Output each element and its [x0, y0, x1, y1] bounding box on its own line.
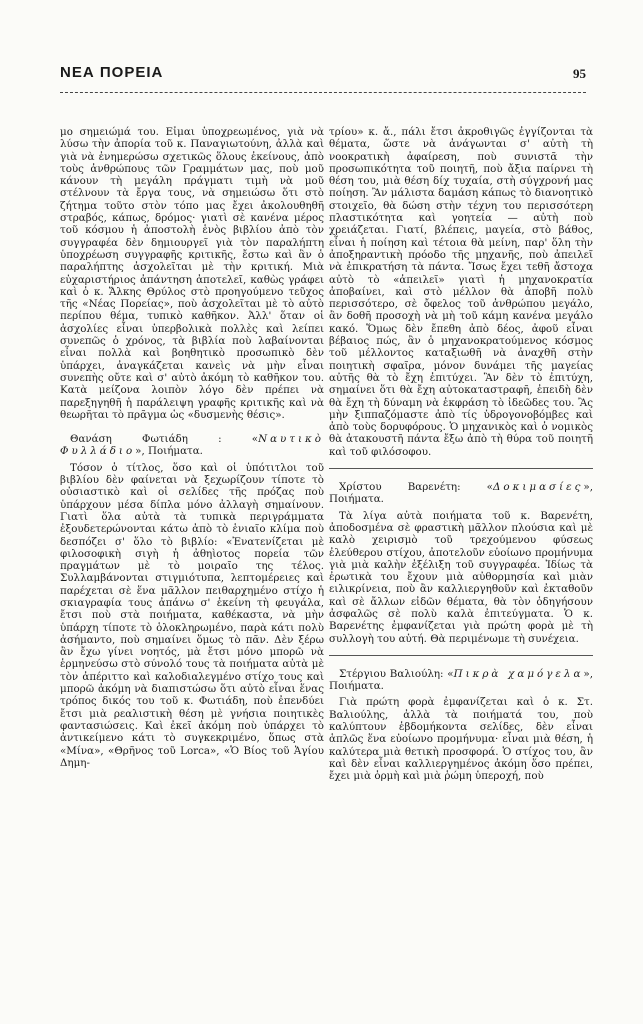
review-heading-fotiadi: [60, 433, 324, 458]
review-heading-valioulis: [329, 668, 593, 693]
review-author: Χρίστου Βαρενέτη: «: [339, 481, 493, 494]
review-body-fotiadi: Τόσον ὁ τίτλος, ὅσο καὶ οἱ ὑπότιτλοι τοῦ βιβλίου δὲν φαίνεται νὰ ξεχωρίζουν τίποτε τὸ οὐσιαστικὸ καὶ οἱ σελίδες τῆς πρόζας ποὺ ὑπάρχουν μέσα δίπλα μόνο ἀλλαγὴ σημαίνουν. Γιατὶ ὅλα αὐτὰ τὰ τυπικὰ περιγράμματα ἐξουδετερώνονται κάτω ἀπὸ τὸ ἑνιαῖο κλίμα ποὺ δεσπόζει σ' ὅλο τὸ βιβλίο: «Ἐνατενίζεται μὲ φιλοσοφικὴ σιγὴ ἡ ἀθηὶοτος πορεία τῶν πραγμάτων μὲ τὸ μοιραῖο της τέλος. Συλλαμβάνονται στιγμιότυπα, λεπτομέρειες καὶ παρέχεται σὲ ἕνα μᾶλλον πειθαρχημένο στίχο ἡ σκιαγραφία τους ἀπάνω σ' ἐκείνη τὴ φευγάλα, ἔτσι ποὺ στὰ ποιήματα, καθέκαστα, νὰ μὴν ὑπάρχη τίποτε τὸ ὁλοκληρωμένο, παρὰ κάτι πολὺ ἀσήμαντο, ποὺ σημαίνει ὅμως τὸ πᾶν. Δὲν ξέρω ἂν ἔχω γίνει νοητός, μὰ ἔτσι μόνο μπορῶ νὰ ἑρμηνεύσω στὸ σύνολό τους τὰ ποιήματα αὐτὰ μὲ τὸν ἀπέριττο καὶ καλοδιαλεγμένο στίχο τους καὶ μπορῶ ἀκόμη νὰ διαπιστώσω ὅτι αὐτὸ εἶναι ἕνας τρόπος δικός του τοῦ κ. Φωτιάδη, ποὺ ἐπενδύει ἔτσι μιὰ ρεαλιστικὴ θέση μὲ γνήσια ποιητικὲς φαντασιώσεις. Καὶ ἐκεῖ ἀκόμη ποὺ ὑπάρχει τὸ ἀντικείμενο κάτι τὸ συγκεκριμένο, ὅπως στὰ «Μίνα», «Θρῆνος τοῦ Lorca», «Ὁ Βίος τοῦ Ἁγίου Δημη-: [60, 461, 324, 769]
journal-title: ΝΕΑ ΠΟΡΕΙΑ: [60, 64, 164, 81]
right-continuation-text: τρίου» κ. ἄ., πάλι ἔτσι ἀκροθιγῶς ἐγγίζονται τὰ θέματα, ὥστε νὰ ἀνάγωνται σ' αὐτὴ τὴ νοοκρατικὴ ἀφαίρεση, ποὺ συνιστᾶ τὴν προσωπικότητα τοῦ ποιητῆ, ποὺ ἄξια παίρνει τὴ θέση του, μιὰ θέση δίχ τυχαία, στὴ σύγχρονή μας ποίηση. Ἂν μάλιστα δαμάση κάπως τὸ διανοητικὸ στοιχεῖο, θὰ δώση στὴν τέχνη του περισσότερη πλαστικότητα καὶ γοητεία — αὐτὴ ποὺ χρειάζεται. Γιατί, βλέπεις, μαγεία, στὸ βάθος, εἶναι ἡ ποίηση καὶ τέτοια θὰ μείνη, παρ' ὅλη τὴν ἀποξηραντικὴ πρόοδο τῆς μηχανῆς, ποὺ ἀπειλεῖ νὰ ἐπικρατήση τὰ πάντα. Ἴσως ἔχει τεθῆ ἄστοχα αὐτὸ τὸ «ἀπειλεῖ» γιατὶ ἡ μηχανοκρατία ἀποβαίνει, καὶ στὸ μέλλον θὰ ἀποβῆ πολὺ περισσότερο, σὲ ὄφελος τοῦ ἀνθρώπου μεγάλο, ἂν δοθῆ προσοχὴ νὰ μὴ τοῦ κάμη κανένα μεγάλο κακό. Ὅμως δὲν ἔπεθη ἀπὸ δέος, ἀφοῦ εἶναι βέβαιος πώς, ἂν ὁ μηχανοκρατούμενος κόσμος τοῦ μέλλοντος καταξιωθῆ νὰ ἀναχθῆ στὴν ποιητικὴ σφαῖρα, μόνον δυνάμει τῆς μαγείας αὐτῆς θὰ τὸ ἔχη ἐπιτύχει. Ἂν δὲν τὸ ἐπιτύχη, σημαίνει ὅτι θὰ ἔχη αὐτοκαταστραφῆ, ἐπειδὴ δὲν θὰ ἔχη τὴ δύναμη νὰ ἐκφράση τὸ ἰδεῶδες του. Ἂς μὴν ξιππαζόμαστε ἀπὸ τίς ὑδρογονοβόμβες καὶ ἀπὸ τοὺς δορυφόρους. Ὁ μηχανικὸς καὶ ὁ νομικὸς θὰ ἀτακουστῆ πάντα ἔξω ἀπὸ τὴ θύρα τοῦ ποιητῆ καὶ τοῦ φιλόσοφου.: [329, 126, 593, 458]
left-continuation-text: μο σημειώμά του. Εἶμαι ὑποχρεωμένος, γιὰ νὰ λύσω τὴν ἀπορία τοῦ κ. Παναγιωτούνη, ἀλλὰ καὶ γιὰ νὰ ἐνημερώσω σχετικῶς ὅλους ἐκείνους, ἀπὸ τοὺς ἀνθρώπους τῶν Γραμμάτων μας, ποὺ μοῦ κάνουν τὴ μεγάλη πράγματι τιμὴ νὰ μοῦ στέλνουν τὰ ἔργα τους, νὰ σημειώσω ὅτι στὸ ζήτημα τοῦτο στὸν τόπο μας ἔχει ἀκολουθηθῆ στραβός, κάπως, δρόμος· γιατὶ σὲ κανένα μέρος τοῦ κόσμου ἡ ἀποστολὴ ἑνὸς βιβλίου ἀπὸ τὸν συγγραφέα δὲν δημιουργεῖ γιὰ τὸν παραλήπτη ὑποχρέωση συγγραφῆς κριτικῆς, ἔστω καὶ ἂν ὁ παραλήπτης ἀσχολεῖται μὲ τὴν κριτική. Μιὰ εὐχαριστήριος ἀπάντηση ἀποτελεῖ, καθὼς γράφει καὶ ὁ κ. Ἄλκης Θρύλος στὸ προηγούμενο τεῦχος τῆς «Νέας Πορείας», ποὺ ἀσχολεῖται μὲ τὸ αὐτὸ περίπου θέμα, τυπικὸ καθῆκον. Ἀλλ' ὅταν οἱ ἀσχολίες εἶναι ὑπερβολικὰ πολλὲς καὶ λείπει συνεπῶς ὁ χρόνος, τὰ βιβλία ποὺ λαβαίνονται εἶναι πολλὰ καὶ βοηθητικὸ προσωπικὸ δὲν ὑπάρχει, ἀναγκάζεται κανεὶς νὰ μὴν εἶναι συνεπὴς οὔτε καὶ σ' αὐτὸ ἀκόμη τὸ καθῆκον του. Κατὰ μείζονα λοιπὸν λόγο δὲν πρέπει νὰ παρεξηγηθῆ ἡ παράλειψη γραφῆς κριτικῆς καὶ νὰ θεωρῆται τὸ πρᾶγμα ὡς «δυσμενὴς θέσις».: [60, 126, 324, 421]
review-body-varenetis: Τὰ λίγα αὐτὰ ποιήματα τοῦ κ. Βαρενέτη, ἀποδοσμένα σὲ φραστικὴ μᾶλλον πλούσια καὶ μὲ καλὸ χειρισμὸ τοῦ τρεχούμενου φύσεως ἐλεύθερου στίχου, ἀποτελοῦν εὐοίωνο προμήνυμα γιὰ μιὰ καλὴν ἐξέλιξη τοῦ συγγραφέα. Ἰδίως τὰ ἐρωτικὰ του ἔχουν μιὰ αὐθορμησία καὶ μιὰν ειλικρίνεια, ποὺ ἂν καλλιεργηθοῦν καὶ ἐκταθοῦν καὶ σὲ ἄλλων εἰδῶν θέματα, θὰ τὸν ὁδηγήσουν ἀσφαλῶς σὲ πολὺ καλὰ ἐπιτεύγματα. Ὁ κ. Βαρενέτης ἐμφανίζεται γιὰ πρώτη φορὰ μὲ τὴ συλλογὴ του αὐτή. Θὰ περιμένωμε τὴ συνέχεια.: [329, 509, 593, 645]
review-suffix: », Ποιήματα.: [135, 445, 203, 458]
page-number: 95: [573, 66, 586, 81]
review-book-title: Πικρὰ χαμόγελα: [453, 667, 584, 680]
section-divider: [329, 655, 593, 656]
right-column: [329, 126, 593, 986]
review-author: Στέργιου Βαλιούλη: «: [339, 667, 454, 680]
review-suffix: », Ποιήματα.: [329, 481, 593, 506]
header-rule: [60, 92, 586, 93]
section-divider: [329, 468, 593, 469]
left-column: [60, 126, 324, 986]
review-heading-varenetis: [329, 481, 593, 506]
review-book-title: Δοκιμασίες: [492, 481, 584, 494]
review-suffix: », Ποιήματα.: [329, 667, 593, 693]
review-book-title: Ναυτικὸ Φυλλάδιο: [60, 433, 324, 458]
review-author: Θανάση Φωτιάδη : «: [70, 433, 259, 446]
review-body-valioulis: Γιὰ πρώτη φορὰ ἐμφανίζεται καὶ ὁ κ. Στ. Βαλιούλης, ἀλλὰ τὰ ποιήματά του, ποὺ καλύπτουν ἑβδομήκοντα σελίδες, δὲν εἶναι ἁπλῶς ἕνα εὐοίωνο προμήνυμα· εἶναι μιὰ θέση, ἡ καλύτερα μιὰ θετικὴ προσφορά. Ὁ στίχος του, ἂν καὶ δὲν εἶναι καλλιεργημένος ἀκόμη ὅσο πρέπει, ἔχει μιὰ ὁρμὴ καὶ μιὰ ῥώμη ὑπεροχή, ποὺ: [329, 696, 593, 783]
